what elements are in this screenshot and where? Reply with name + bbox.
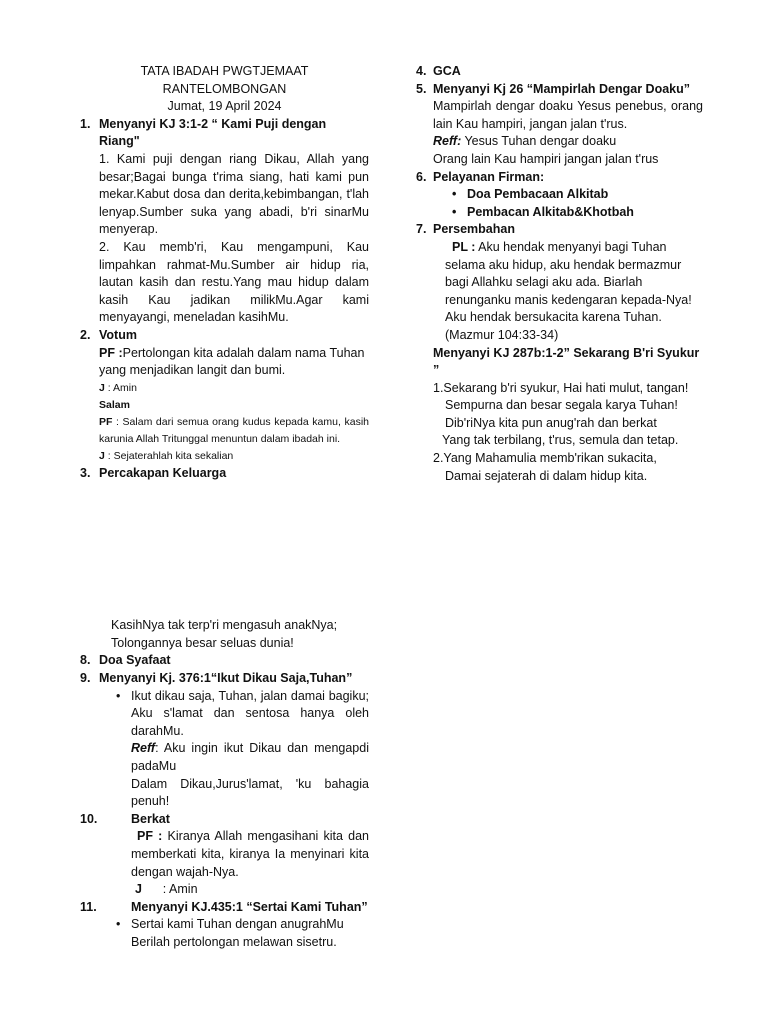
right-column [416, 63, 703, 485]
song-5-reff [433, 133, 703, 151]
salam-label: Salam [99, 398, 130, 411]
section-9-number: 9. [80, 671, 91, 686]
salam-pf [99, 414, 369, 448]
song-5-line-1: Mampirlah dengar doaku Yesus penebus, orang lain Kau hampiri, jangan jalan t'rus. [433, 99, 703, 131]
section-9-heading [80, 670, 369, 688]
persembahan-pl-line-3: bagi Allahku selagi aku ada. Biarlah [445, 275, 643, 290]
song-9-reff [131, 740, 369, 775]
salam-pf-label: PF [99, 415, 113, 428]
votum-j-text: : Amin [104, 381, 137, 394]
votum-pf [99, 345, 369, 380]
berkat-pf-label: PF : [137, 829, 163, 844]
song-7-line-2: Sempurna dan besar segala karya Tuhan! [445, 398, 678, 413]
section-4-title: GCA [433, 64, 461, 78]
blank-space [80, 482, 369, 617]
firman-item: • Doa Pembacaan Alkitab [467, 186, 703, 204]
song-11-line-2: Berilah pertolongan melawan sisetru. [131, 934, 337, 949]
section-2-heading [80, 327, 369, 345]
song-9-reff-text: : Aku ingin ikut Dikau dan mengapdi padaMu [131, 741, 369, 774]
salam-j [99, 448, 369, 465]
salam-pf-text: : Salam dari semua orang kudus kepada kamu, kasih karunia Allah Tritunggal menuntun dalam ibadah ini. [99, 415, 369, 445]
votum-j-label: J [99, 381, 105, 394]
persembahan-pl-line-6: (Mazmur 104:33-34) [445, 327, 559, 342]
section-4-number: 4. [416, 64, 427, 78]
votum-pf-text: Pertolongan kita adalah dalam nama Tuhan yang menjadikan langit dan bumi. [99, 345, 365, 378]
section-8-number: 8. [80, 653, 91, 668]
section-10-heading [80, 811, 369, 829]
salam-j-text: : Sejaterahlah kita sekalian [104, 449, 234, 462]
section-9-title: Menyanyi Kj. 376:1“Ikut Dikau Saja,Tuhan” [99, 671, 353, 686]
song-1-verse-1: 1. Kami puji dengan riang Dikau, Allah yang besar;Bagai bunga t'rima siang, hati kami pun mekar.Kabut dosa dan derita,kebimbangan, t'lah lenyap.Sumber suka yang abadi, b'ri sinarMu menyerap. [99, 151, 369, 237]
section-3-heading [80, 465, 369, 483]
song-11-line-1: • Sertai kami Tuhan dengan anugrahMu [131, 916, 369, 934]
section-8-heading [80, 652, 369, 670]
section-4-heading [416, 63, 703, 81]
persembahan-pl-line-5: Aku hendak bersukacita karena Tuhan. [445, 310, 662, 325]
persembahan-pl-label: PL : [452, 239, 476, 254]
song-5-reff-text: Yesus Tuhan dengar doaku [461, 134, 617, 149]
song-9-reff-label: Reff [131, 741, 156, 756]
song-5-reff-label: Reff: [433, 134, 462, 149]
section-11-title: Menyanyi KJ.435:1 “Sertai Kami Tuhan” [131, 899, 368, 914]
song-7-line-6: Damai sejaterah di dalam hidup kita. [445, 468, 648, 483]
continued-line-2: Tolongannya besar seluas dunia! [111, 635, 294, 650]
section-8-title: Doa Syafaat [99, 653, 171, 668]
left-column [80, 63, 369, 952]
song-7-line-1: 1.Sekarang b'ri syukur, Hai hati mulut, tangan! [433, 380, 689, 395]
berkat-j-label: J [135, 882, 142, 897]
persembahan-pl-line-4: renunganku manis kedengaran kepada-Nya! [445, 292, 692, 307]
section-10-number: 10. [80, 811, 98, 826]
section-1-title: Menyanyi KJ 3:1-2 “ Kami Puji dengan Riang" [99, 116, 327, 149]
section-1-number: 1. [80, 116, 91, 131]
salam-j-label: J [99, 449, 105, 462]
song-9-verse: • Ikut dikau saja, Tuhan, jalan damai bagiku; Aku s'lamat dan sentosa hanya oleh darahMu. [131, 688, 369, 741]
section-2-title: Votum [99, 327, 137, 342]
firman-item: • Pembacan Alkitab&Khotbah [467, 204, 703, 222]
berkat-pf [131, 828, 369, 881]
persembahan-pl [452, 239, 703, 257]
song-7-line-5: 2.Yang Mahamulia memb'rikan sukacita, [433, 451, 657, 466]
section-7-number: 7. [416, 222, 427, 237]
continued-line-1: KasihNya tak terp'ri mengasuh anakNya; [111, 618, 338, 633]
section-5-heading [416, 81, 703, 99]
section-6-title: Pelayanan Firman: [433, 169, 545, 184]
berkat-j [135, 881, 369, 899]
song-7-line-4: Yang tak terbilang, t'rus, semula dan tetap. [442, 433, 679, 448]
song-9-list [131, 688, 369, 741]
persembahan-pl-line-2: selama aku hidup, aku hendak bermazmur [445, 257, 682, 272]
section-11-number: 11. [80, 899, 97, 914]
berkat-j-text: : Amin [141, 882, 198, 897]
section-7-title: Persembahan [433, 222, 515, 237]
song-1-verse-2: 2. Kau memb'ri, Kau mengampuni, Kau limpahkan rahmat-Mu.Sumber air hidup ria, lautan kasih dan restu.Yang mau hidup dalam kasih Kau jadikan milikMu.Agar kami menyayangi, meneladan kasihMu. [99, 239, 369, 325]
section-5-title: Menyanyi Kj 26 “Mampirlah Dengar Doaku” [433, 81, 691, 96]
doc-title: TATA IBADAH PWGTJEMAAT RANTELOMBONGAN [140, 64, 309, 96]
section-3-title: Percakapan Keluarga [99, 465, 227, 480]
song-11-list [131, 916, 369, 934]
persembahan-pl-line-1: Aku hendak menyanyi bagi Tuhan [475, 239, 667, 254]
doc-date: Jumat, 19 April 2024 [167, 99, 282, 114]
song-7-line-3: Dib'riNya kita pun anug'rah dan berkat [445, 415, 657, 430]
section-7-heading [416, 221, 703, 239]
firman-list [467, 186, 703, 221]
section-2-number: 2. [80, 327, 91, 342]
section-11-heading [80, 899, 369, 917]
section-6-heading [416, 169, 703, 187]
section-10-title: Berkat [131, 811, 170, 826]
song-7-title: Menyanyi KJ 287b:1-2” Sekarang B'ri Syukur ” [433, 345, 700, 378]
berkat-pf-text: Kiranya Allah mengasihani kita dan memberkati kita, kiranya Ia menyinari kita dengan wajah-Nya. [131, 829, 370, 879]
section-3-number: 3. [80, 465, 91, 480]
votum-j [99, 380, 369, 397]
section-6-number: 6. [416, 169, 427, 184]
song-9-last: Dalam Dikau,Jurus'lamat, 'ku bahagia penuh! [131, 776, 369, 809]
section-5-number: 5. [416, 81, 427, 96]
votum-pf-label: PF : [99, 345, 123, 360]
section-1-heading [80, 116, 369, 151]
song-5-line-3: Orang lain Kau hampiri jangan jalan t'rus [433, 151, 659, 166]
